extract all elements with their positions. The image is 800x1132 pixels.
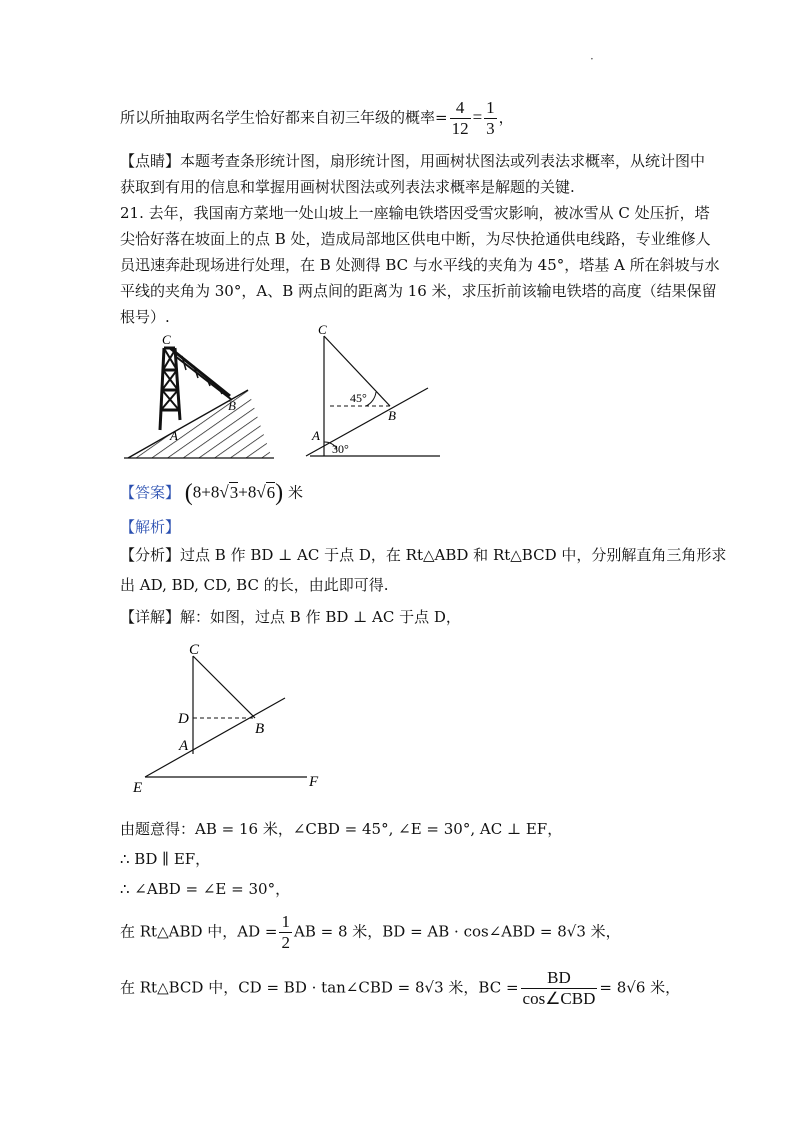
fenxi-text: 过点 B 作 BD ⊥ AC 于点 D，在 Rt△ABD 和 Rt△BCD 中，分别解直角三角形求 [180,546,727,564]
label-A: A [179,738,189,754]
comma: ， [498,108,514,127]
label-C: C [318,322,327,337]
label-E: E [133,780,143,796]
fraction-one-half [279,912,292,953]
fraction-numerator: 1 [281,912,290,931]
problem-line4: 平线的夹角为 30°，A、B 两点间的距离为 16 米，求压折前该输电铁塔的高度（结果保留 [120,282,717,300]
label-A: A [170,428,178,443]
label-B: B [228,398,236,413]
answer-line: 【答案】 (8+8√3+8√6) 米 [120,480,303,506]
line-CB [193,656,255,718]
answer-part-a: 8+8 [192,482,220,502]
label-C: C [189,642,200,658]
label-D: D [178,711,189,727]
probability-line: 所以所抽取两名学生恰好都来自初三年级的概率= $\frac{4}{12}$ = $\frac{1}{3}$ ， [120,98,514,138]
fraction-1-3 [484,98,497,139]
problem-line3: 员迅速奔赴现场进行处理，在 B 处测得 BC 与水平线的夹角为 45°，塔基 A 所在斜坡与水 [120,256,720,274]
step-2: ∴ BD ∥ EF， [120,850,211,868]
step-3: ∴ ∠ABD = ∠E = 30°， [120,880,291,898]
problem-line2: 尖恰好落在坡面上的点 B 处，造成局部地区供电中断，为尽快抢通供电线路，专业维修人 [120,230,711,248]
answer-radicand-2: 6 [266,482,276,502]
line-EB [145,698,285,777]
xiangjie-text: 解：如图，过点 B 作 BD ⊥ AC 于点 D， [180,608,461,626]
step-4-suffix: AB = 8 米，BD = AB · cos∠ABD = 8√3 米， [293,922,621,941]
xiangjie-tag: 【详解】 [120,608,181,626]
fraction-4-12 [450,98,471,139]
fraction-bd-cos [521,968,598,1009]
label-B: B [255,721,265,737]
probability-text: 所以所抽取两名学生恰好都来自初三年级的概率= [120,108,448,127]
angle-45-label: 45° [350,391,367,405]
hatched-slope [128,390,272,458]
dianjing-text: 本题考查条形统计图，扇形统计图，用画树状图法或列表法求概率，从统计图中 [180,152,706,170]
problem-line1: 21. 去年，我国南方菜地一处山坡上一座输电铁塔因受雪灾影响，被冰雪从 C 处压折，塔 [120,204,710,222]
dianjing-line2: 获取到有用的信息和掌握用画树状图法或列表法求概率是解题的关键. [120,178,575,196]
xiangjie-line [120,606,461,627]
label-B: B [388,408,396,423]
angle-30-label: 30° [332,442,349,456]
page-mark: · [590,52,594,66]
dianjing-line1 [120,150,705,171]
step-4-prefix: 在 Rt△ABD 中，AD = [120,922,278,941]
step-5-prefix: 在 Rt△BCD 中，CD = BD · tan∠CBD = 8√3 米，BC = [120,978,519,997]
step-5-suffix: = 8√6 米， [599,978,681,997]
fraction-numerator: 4 [450,98,471,119]
solution-figure [125,640,335,800]
fraction-denominator: 2 [281,933,290,952]
fraction-denominator: cos∠CBD [522,989,596,1008]
label-F: F [309,774,319,790]
fenxi-line1 [120,544,726,565]
fraction-denominator: 3 [486,119,495,138]
answer-radicand-1: 3 [229,482,239,502]
problem-line5: 根号）. [120,308,170,326]
jiexi-tag: 【解析】 [120,518,181,536]
label-A: A [312,428,320,443]
answer-part-b: +8 [238,482,257,502]
step-5 [120,968,680,1009]
fraction-numerator: 1 [486,98,495,117]
label-C: C [162,332,171,347]
dianjing-tag: 【点睛】 [120,152,181,170]
geometry-figure [300,322,450,462]
step-1: 由题意得：AB = 16 米，∠CBD = 45°, ∠E = 30°, AC ⊥ EF， [120,820,563,838]
angle-45-arc [366,392,376,406]
answer-unit: 米 [287,483,303,502]
fraction-denominator: 12 [451,119,469,138]
answer-tag: 【答案】 [120,483,181,502]
step-4 [120,912,621,953]
tower-figure [120,326,280,462]
fraction-numerator: BD [521,968,598,989]
fenxi-line2: 出 AD, BD, CD, BC 的长，由此即可得. [120,576,389,594]
fenxi-tag: 【分析】 [120,546,181,564]
